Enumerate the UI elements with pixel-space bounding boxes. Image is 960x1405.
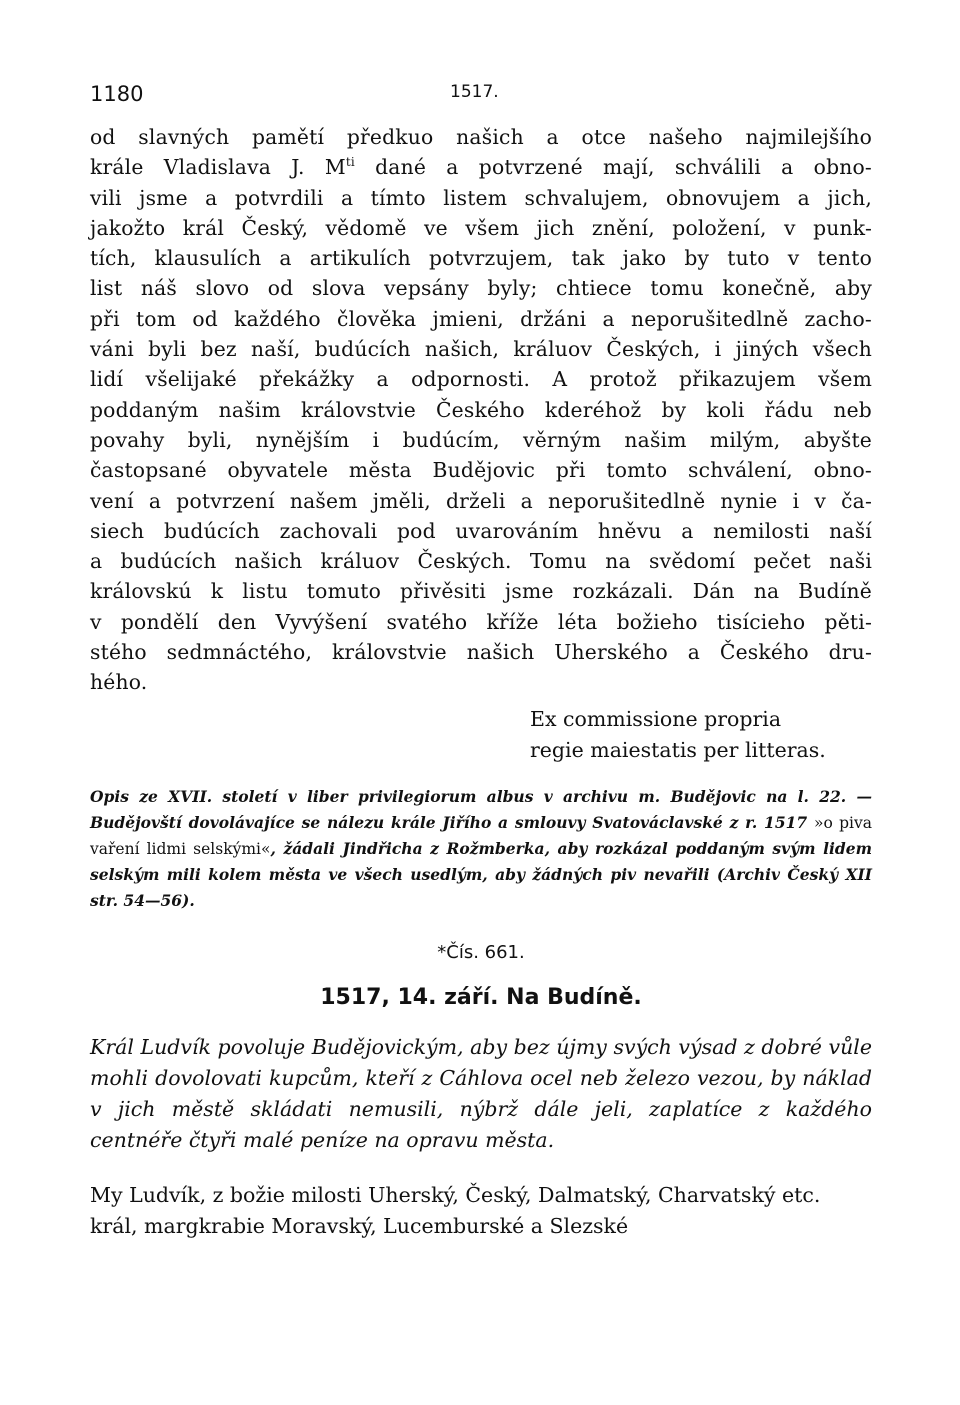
text-line: stého sedmnáctého, královstvie našich Uherského a Českého dru- bbox=[90, 640, 872, 665]
text-line: list náš slovo od slova vepsány byly; chtiece tomu konečně, aby bbox=[90, 276, 872, 301]
running-year: 1517. bbox=[450, 82, 499, 102]
text-line: a budúcích našich králuov Českých. Tomu na svědomí pečet naši bbox=[90, 549, 872, 574]
source-note: Opis ze XVII. století v liber privilegiorum albus v archivu m. Budějovic na l. 22. — Budějovští dovolávajíce se nálezu krále Jiřího a smlouvy Svatováclavské z r. 1517 »o piva vaření lidmi selskými«, žádali Jindřicha z Rožmberka, aby rozkázal poddaným svým lidem selským mili kolem města ve všech usedlým, aby žádných piv nevařili (Archiv Český XII str. 54—56). bbox=[90, 786, 872, 910]
page-header bbox=[90, 82, 872, 122]
text-line: vení a potvrzení našem jměli, drželi a neporušitedlně nynie i v ča- bbox=[90, 488, 872, 513]
text-line: tích, klausulích a artikulích potvrzujem, tak jako by tuto v tento bbox=[90, 246, 872, 271]
signature-line: regie maiestatis per litteras. bbox=[530, 737, 826, 762]
document-opening: My Ludvík, z božie milosti Uherský, Český, Dalmatský, Charvatský etc. král, margkrabie Moravský, Lucemburské a Slezské bbox=[90, 1182, 821, 1238]
text-line: hého. bbox=[90, 670, 148, 695]
text-line: královskú k listu tomuto přivěsiti jsme rozkázali. Dán na Budíně bbox=[90, 579, 872, 604]
text-line: v pondělí den Vyvýšení svatého kříže léta božieho tisícieho pěti- bbox=[90, 609, 872, 634]
page-number: 1180 bbox=[90, 82, 144, 106]
text-line: lidí všelijaké překážky a odpornosti. A protož přikazujem všem bbox=[90, 367, 872, 392]
text-line: častopsané obyvatele města Budějovic při tomto schválení, obno- bbox=[90, 458, 872, 483]
text-line: povahy byli, nynějším i budúcím, věrným našim milým, abyšte bbox=[90, 427, 872, 452]
document-number: *Čís. 661. bbox=[437, 941, 525, 963]
quoted-phrase: »o piva vaření lidmi selskými« bbox=[90, 813, 872, 858]
text-line: siech budúcích zachovali pod uvarováním hněvu a nemilosti naší bbox=[90, 518, 872, 543]
text-line: při tom od každého člověka jmieni, držáni a neporušitedlně zacho- bbox=[90, 306, 872, 331]
text-line: poddaným našim královstvie Českého kderéhož by koli řádu neb bbox=[90, 397, 872, 422]
text-line: krále Vladislava J. $M^{ti}$ dané a potvrzené mají, schválili a obno- bbox=[90, 155, 872, 180]
page bbox=[90, 82, 872, 1242]
text-line: vili jsme a potvrdili a tímto listem schvalujem, obnovujem a jich, bbox=[90, 185, 872, 210]
text-line: od slavných pamětí předkuo našich a otce našeho najmilejšího bbox=[90, 125, 872, 149]
chancery-note bbox=[530, 704, 872, 766]
text-line: jakožto král Český, vědomě ve všem jich znění, položení, v punk- bbox=[90, 215, 872, 240]
regest: Král Ludvík povoluje Budějovickým, aby bez újmy svých výsad z dobré vůle mohli dovolovati kupcům, kteří z Cáhlova ocel neb železo vezou, by náklad v jich městě skládati nemusili, nýbrž dále jeli, zaplatíce z každého centnéře čtyři malé peníze na opravu města. bbox=[90, 1034, 872, 1152]
charter-text bbox=[90, 122, 872, 698]
document-heading: 1517, 14. září. Na Budíně. bbox=[320, 984, 642, 1010]
signature-line: Ex commissione propria bbox=[530, 706, 782, 731]
text-line: váni byli bez naší, budúcích našich, králuov Českých, i jiných všech bbox=[90, 337, 872, 362]
